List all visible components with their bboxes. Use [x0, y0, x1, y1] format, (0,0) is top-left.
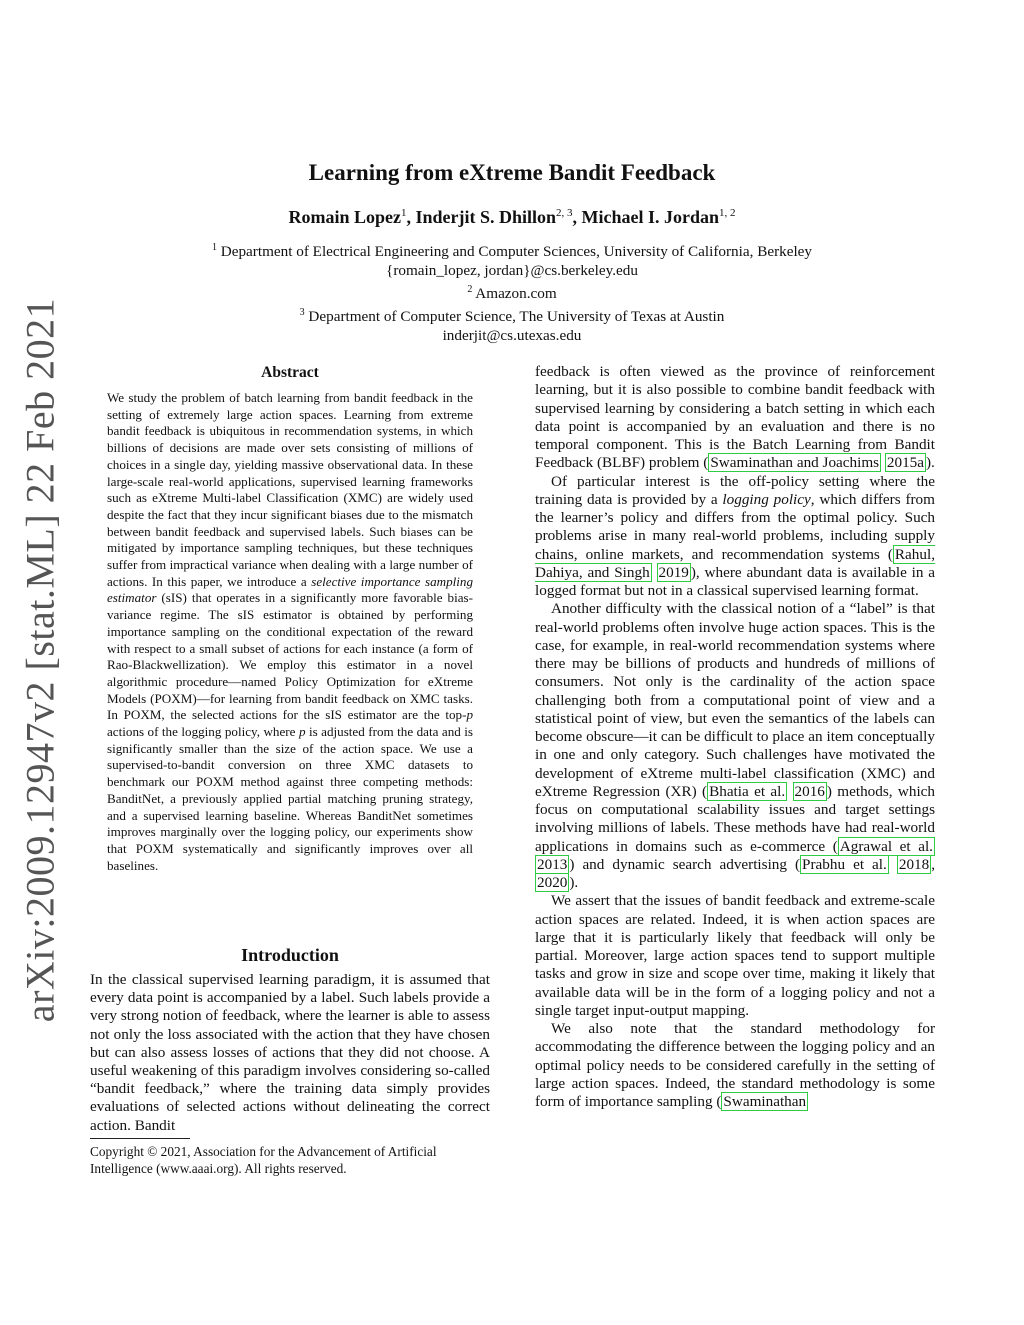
abstract-text: is adjusted from the data and is significantly smaller than the size of the action space. We use a supervised-to-bandit conversion on three XMC datasets to benchmark our POXM method against three competing methods: BanditNet, a previously applied partial matching pruning strategy, and a supervised learning baseline. Whereas BanditNet sometimes improves marginally over the logging policy, our experiments show that POXM systematically and significantly improves over all baselines.	[107, 724, 474, 873]
affiliation-line	[0, 303, 1024, 326]
paragraph	[535, 473, 935, 601]
paragraph-text: ) and dynamic search advertising (	[569, 855, 801, 873]
paragraph	[535, 1020, 935, 1111]
abstract-math: p	[298, 724, 306, 740]
affiliation-text: Department of Computer Science, The University of Texas at Austin	[308, 308, 725, 326]
citation-link[interactable]: Prabhu et al.	[802, 855, 887, 873]
paragraph-text: ).	[926, 454, 935, 472]
paragraph-text: Of particular interest is the off-policy setting where the training data is provided by a	[535, 472, 935, 508]
affiliation-text: Amazon.com	[475, 285, 557, 303]
abstract-text: actions of the logging policy, where	[107, 724, 299, 740]
paragraph-text: ).	[569, 874, 579, 891]
affiliation-block	[0, 238, 1024, 345]
citation-link[interactable]: 2019	[658, 563, 689, 581]
paragraph-text: We also note that the standard methodology for accommodating the difference between the logging policy and an optimal policy needs to be considered carefully in the setting of large action spaces. Indeed, the standard methodology is some form of importance sampling (	[535, 1020, 935, 1110]
author-name: Michael I. Jordan	[581, 207, 720, 227]
abstract-math: p	[466, 707, 473, 723]
paragraph-text: ) methods, which focus on computational scalability issues and target settings involving millions of labels. These methods have had real-world applications in domains such as e-commerce (	[535, 782, 936, 855]
affiliation-email: {romain_lopez, jordan}@cs.berkeley.edu	[386, 262, 638, 280]
affiliation-line	[0, 280, 1024, 303]
author-name: Romain Lopez	[288, 207, 401, 227]
citation-link[interactable]: Swaminathan and Joachims	[710, 454, 880, 472]
footnote-divider	[90, 1138, 190, 1139]
abstract-heading: Abstract	[261, 364, 319, 381]
affiliation-mark: 1	[211, 242, 217, 253]
introduction-paragraph: In the classical supervised learning paradigm, it is assumed that every data point is accompanied by a label. Such labels provide a very strong notion of feedback, where the learner is able to assess not only the loss associated with the action that they have chosen but can also assess losses of actions that they did not choose. A useful weakening of this paradigm involves considering so-called “bandit feedback,” where the training data simply provides evaluations of selected actions without delineating the correct action. Bandit	[90, 971, 490, 1134]
affiliation-mark: 3	[299, 307, 305, 319]
right-column	[535, 363, 935, 1111]
paragraph-text: Another difficulty with the classical notion of a “label” is that real-world problems often involve huge action spaces. This is the case, for example, in real-world recommendation systems where there may be billions of products and hundreds of millions of consumers. Not only is the cardinality of the action space challenging both from a computational point of view and a statistical point of view, but even the semantics of the labels can become obscure—it can be difficult to place an item conceptually in one and only category. Such challenges have motivated the development of eXtreme multi-label classification (XMC) and eXtreme Regression (XR) (	[535, 600, 935, 800]
citation-link[interactable]: 2015a	[886, 454, 924, 472]
abstract-text: (sIS) that operates in a significantly more favorable bias-variance regime. The sIS estimator is obtained by performing importance sampling on the conditional expectation of the reward with respect to a small subset of actions for each instance (a form of Rao-Blackwellization). We employ this estimator in a novel algorithmic procedure—named Policy Optimization for eXtreme Models (POXM)—for learning from bandit feedback on XMC tasks. In POXM, the selected actions for the sIS estimator are the top-	[107, 590, 473, 723]
affiliation-text: Department of Electrical Engineering and Computer Sciences, University of California, Berkeley	[220, 243, 813, 261]
author-name: Inderjit S. Dhillon	[415, 207, 557, 227]
author-list: Romain Lopez$^1$, Inderjit S. Dhillon$^{2, 3}$, Michael I. Jordan$^{1, 2}$	[288, 207, 736, 227]
paragraph	[535, 363, 935, 473]
affiliation-mark: 2	[467, 284, 473, 296]
abstract-emphasis: selective importance sampling estimator	[107, 573, 473, 606]
paragraph-text: ), where abundant data is available in a logged format but not in a classical supervised learning format.	[535, 563, 936, 599]
citation-link[interactable]: 2018	[898, 855, 930, 873]
affiliation-email: inderjit@cs.utexas.edu	[442, 327, 582, 345]
paragraph-text: ,	[931, 855, 936, 873]
paragraph-text: , which differs from the learner’s policy and differs from the optimal policy. Such problems arise in many real-world problems, including supply chains, online markets, and recommendation systems (	[535, 490, 935, 563]
paragraph-emphasis: logging policy	[722, 490, 811, 508]
citation-link[interactable]: Agrawal et al.	[839, 837, 933, 855]
citation-link[interactable]: Bhatia et al.	[709, 782, 786, 800]
citation-link[interactable]: Rahul, Dahiya, and Singh	[535, 545, 935, 581]
abstract-body	[107, 390, 473, 874]
author-affiliation-mark: 2, 3	[556, 207, 573, 219]
affiliation-line	[0, 261, 1024, 280]
arxiv-identifier-sidebar	[14, 297, 66, 1023]
copyright-footnote: Copyright © 2021, Association for the Advancement of Artificial Intelligence (www.aaai.org). All rights reserved.	[90, 1144, 437, 1176]
paragraph	[535, 600, 935, 892]
citation-link[interactable]: 2016	[794, 782, 825, 800]
affiliation-line	[0, 326, 1024, 345]
author-affiliation-mark: 1	[400, 207, 407, 219]
author-affiliation-mark: 1, 2	[719, 207, 736, 219]
paragraph-text: feedback is often viewed as the province of reinforcement learning, but it is also possible to combine bandit feedback with supervised learning by considering a batch setting in which each data point is accompanied by an evaluation and there is no temporal component. This is the Batch Learning from Bandit Feedback (BLBF) problem (	[535, 363, 935, 472]
affiliation-line	[0, 238, 1024, 261]
introduction-heading: Introduction	[241, 945, 339, 965]
arxiv-identifier: arXiv:2009.12947v2 [stat.ML] 22 Feb 2021	[17, 297, 63, 1023]
paragraph: We assert that the issues of bandit feedback and extreme-scale action spaces are related. Indeed, it is when action spaces are large that it is particularly likely that feedback will only be partial. Moreover, large action spaces tend to support multiple tasks and grow in size and scope over time, making it likely that available data will be in the form of a logging policy and not a single target input-output mapping.	[535, 892, 935, 1019]
citation-link[interactable]: 2013	[537, 855, 568, 873]
abstract-text: We study the problem of batch learning from bandit feedback in the setting of extremely large action spaces. Learning from extreme bandit feedback is ubiquitous in recommendation systems, in which billions of decisions are made over sets consisting of millions of choices in a single day, yielding massive observational data. In these large-scale real-world applications, supervised learning frameworks such as eXtreme Multi-label Classification (XMC) are widely used despite the fact that they incur significant biases due to the mismatch between bandit feedback and supervised labels. Such biases can be mitigated by importance sampling techniques, but these techniques suffer from impractical variance when dealing with a large number of actions. In this paper, we introduce a	[107, 390, 473, 589]
paper-title: Learning from eXtreme Bandit Feedback	[308, 160, 716, 185]
citation-link[interactable]: Swaminathan	[723, 1093, 807, 1110]
citation-link[interactable]: 2020	[537, 874, 568, 891]
